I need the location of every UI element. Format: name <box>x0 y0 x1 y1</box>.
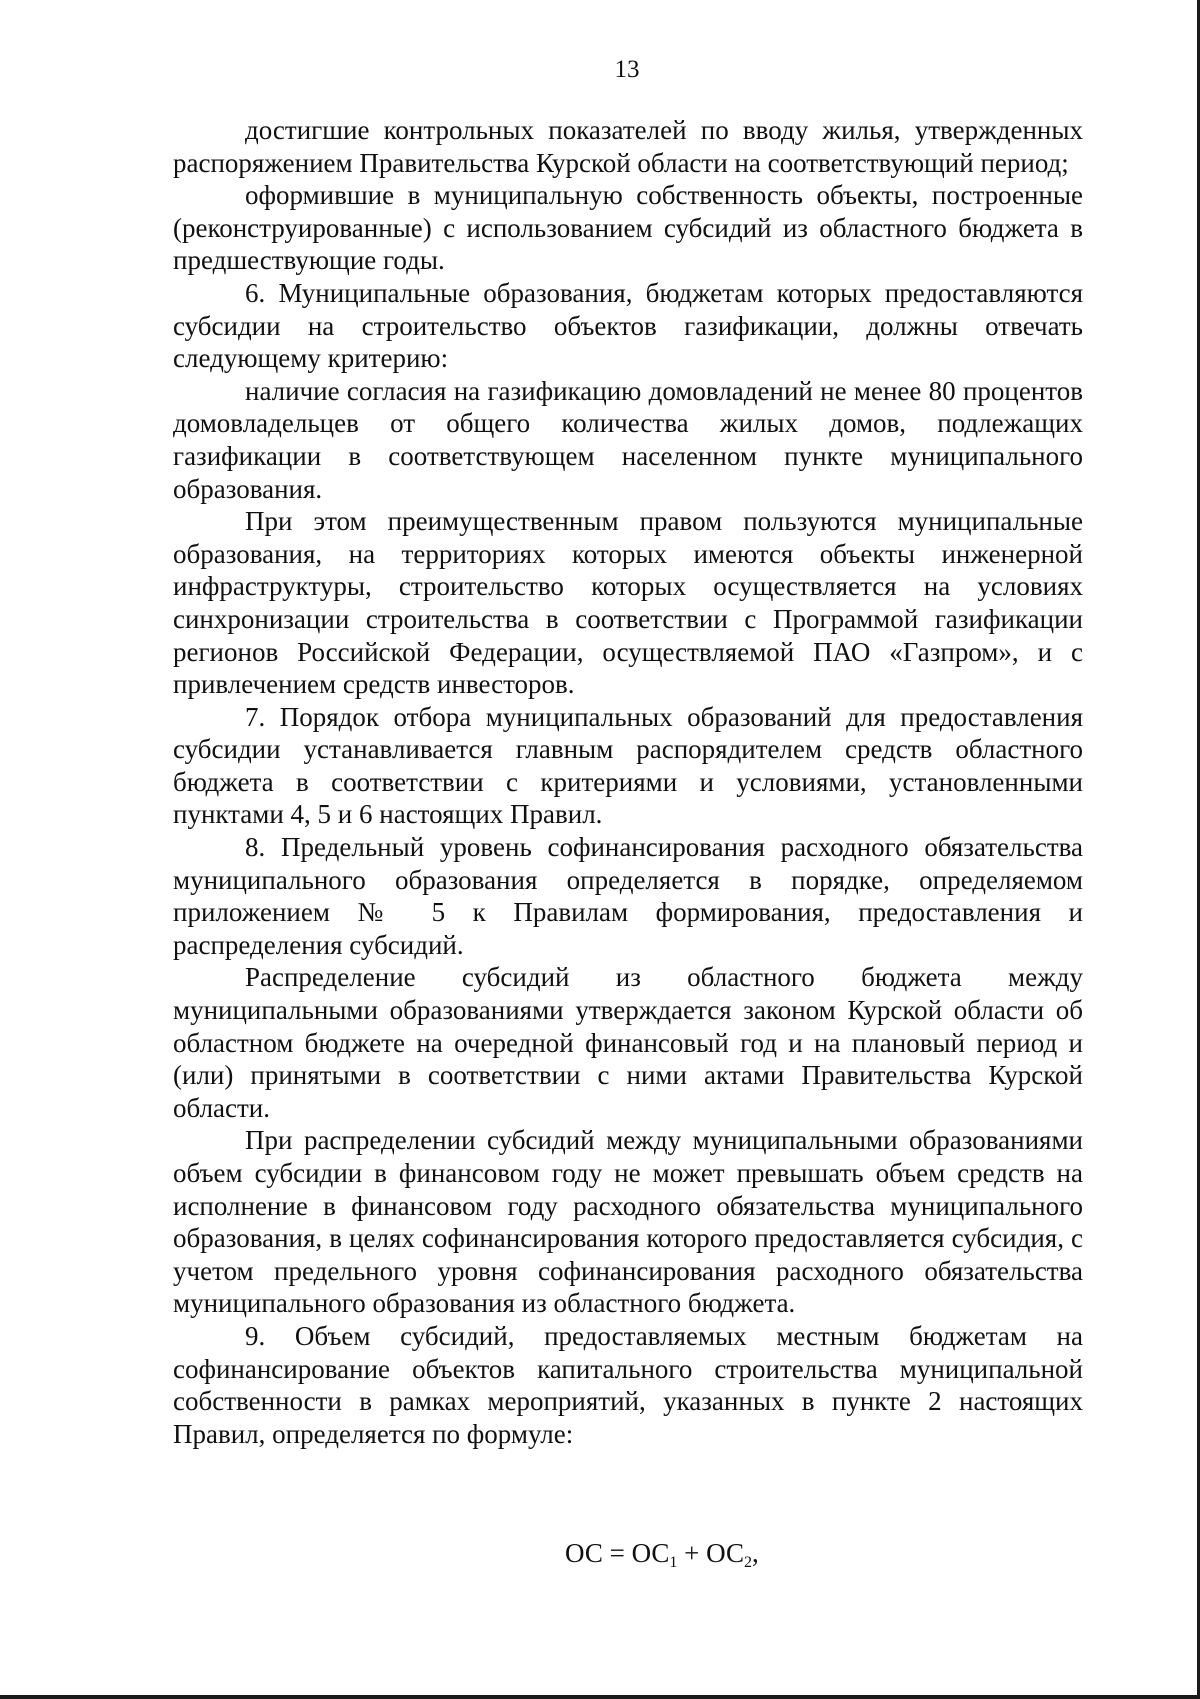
paragraph: достигшие контрольных показателей по вводу жилья, утвержденных распоряжением Правительства Курской области на соответствующий период; <box>173 115 1083 178</box>
formula-subscript-2: 2 <box>743 1554 752 1571</box>
formula-plus: + ОС <box>677 1538 744 1568</box>
paragraph: наличие согласия на газификацию домовладений не менее 80 процентов домовладельцев от общего количества жилых домов, подлежащих газификации в соответствующем населенном пункте муниципального образования. <box>173 375 1083 504</box>
page-number: 13 <box>614 56 640 83</box>
formula <box>565 1538 759 1572</box>
paragraph: При этом преимущественным правом пользуются муниципальные образования, на территориях которых имеются объекты инженерной инфраструктуры, строительство которых осуществляется на условиях синхронизации строительства в соответствии с Программой газификации регионов Российской Федерации, осуществляемой ПАО «Газпром», и с привлечением средств инвесторов. <box>173 506 1083 700</box>
formula-tail: , <box>751 1538 759 1568</box>
paragraph: 8. Предельный уровень софинансирования расходного обязательства муниципального образования определяется в порядке, определяемом приложением № 5 к Правилам формирования, предоставления и распределения субсидий. <box>173 832 1083 960</box>
formula-lhs: ОС = ОС <box>565 1538 670 1568</box>
paragraph: оформившие в муниципальную собственность объекты, построенные (реконструированные) с использованием субсидий из областного бюджета в предшествующие годы. <box>173 180 1083 276</box>
paragraph: При распределении субсидий между муниципальными образованиями объем субсидии в финансовом году не может превышать объем средств на исполнение в финансовом году расходного обязательства муниципального образования, в целях софинансирования которого предоставляется субсидия, с учетом предельного уровня софинансирования расходного обязательства муниципального образования из областного бюджета. <box>173 1125 1083 1319</box>
document-body <box>173 114 1083 1450</box>
paragraph: Распределение субсидий из областного бюджета между муниципальными образованиями утверждается законом Курской области об областном бюджете на очередной финансовый год и на плановый период и (или) принятыми в соответствии с ними актами Правительства Курской области. <box>173 962 1083 1123</box>
paragraph: 6. Муниципальные образования, бюджетам которых предоставляются субсидии на строительство объектов газификации, должны отвечать следующему критерию: <box>173 277 1083 374</box>
formula-subscript-1: 1 <box>669 1554 678 1571</box>
paragraph: 7. Порядок отбора муниципальных образований для предоставления субсидии устанавливается главным распорядителем средств областного бюджета в соответствии с критериями и условиями, установленными пунктами 4, 5 и 6 настоящих Правил. <box>173 701 1083 830</box>
paragraph: 9. Объем субсидий, предоставляемых местным бюджетам на софинансирование объектов капитального строительства муниципальной собственности в рамках мероприятий, указанных в пункте 2 настоящих Правил, определяется по формуле: <box>173 1320 1083 1449</box>
scan-edge-bottom <box>0 1695 1200 1699</box>
